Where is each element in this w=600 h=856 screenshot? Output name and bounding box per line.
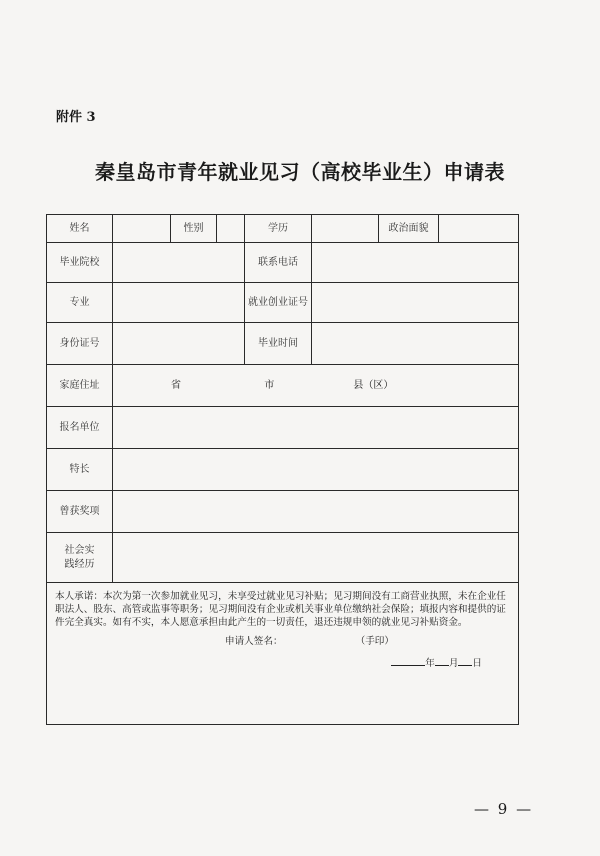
attachment-label: 附件 3 xyxy=(56,110,96,125)
signature-label: 申请人签名： xyxy=(225,635,283,647)
row-address xyxy=(47,365,519,407)
row-specialty xyxy=(47,449,519,491)
handprint-label: （手印） xyxy=(355,635,394,647)
major-label: 专业 xyxy=(47,283,113,323)
month-label: 月 xyxy=(448,657,459,669)
practice-label: 社会实践经历 xyxy=(47,533,113,583)
signature-row xyxy=(55,636,510,649)
row-pledge xyxy=(47,583,519,725)
political-field[interactable] xyxy=(439,215,519,243)
employment-cert-label: 就业创业证号 xyxy=(245,283,312,323)
grad-time-label: 毕业时间 xyxy=(245,323,312,365)
form-title: 秦皇岛市青年就业见习（高校毕业生）申请表 xyxy=(95,160,505,184)
employment-cert-field[interactable] xyxy=(312,283,519,323)
province-label: 省 xyxy=(171,379,181,391)
id-label: 身份证号 xyxy=(47,323,113,365)
practice-field[interactable] xyxy=(113,533,519,583)
phone-label: 联系电话 xyxy=(245,243,312,283)
political-label: 政治面貌 xyxy=(379,215,439,243)
unit-field[interactable] xyxy=(113,407,519,449)
row-awards xyxy=(47,491,519,533)
awards-label: 曾获奖项 xyxy=(47,491,113,533)
date-row[interactable] xyxy=(55,655,510,671)
address-label: 家庭住址 xyxy=(47,365,113,407)
awards-field[interactable] xyxy=(113,491,519,533)
row-major xyxy=(47,283,519,323)
city-label: 市 xyxy=(264,379,275,391)
row-basic-info xyxy=(47,215,519,243)
county-label: 县（区） xyxy=(353,379,394,391)
gender-field[interactable] xyxy=(217,215,245,243)
name-label: 姓名 xyxy=(47,215,113,243)
education-label: 学历 xyxy=(245,215,312,243)
gender-label: 性别 xyxy=(171,215,217,243)
name-field[interactable] xyxy=(113,215,171,243)
unit-label: 报名单位 xyxy=(47,407,113,449)
pledge-text: 本人承诺：本次为第一次参加就业见习，未享受过就业见习补贴；见习期间没有工商营业执照，未在企业任职法人、股东、高管或监事等职务；见习期间没有企业或机关事业单位缴纳社会保险；填报内容和提供的证件完全真实。如有不实，本人愿意承担由此产生的一切责任，退还违规申领的就业见习补贴资金。 xyxy=(55,591,506,628)
year-label: 年 xyxy=(425,657,435,669)
address-field[interactable] xyxy=(113,365,519,407)
major-field[interactable] xyxy=(113,283,245,323)
month-blank[interactable] xyxy=(435,655,449,666)
day-label: 日 xyxy=(472,657,482,669)
row-school xyxy=(47,243,519,283)
day-blank[interactable] xyxy=(458,655,472,666)
education-field[interactable] xyxy=(312,215,379,243)
row-id xyxy=(47,323,519,365)
specialty-label: 特长 xyxy=(47,449,113,491)
page-number: — 9 — xyxy=(474,800,534,818)
specialty-field[interactable] xyxy=(113,449,519,491)
school-field[interactable] xyxy=(113,243,245,283)
application-form xyxy=(46,214,519,725)
grad-time-field[interactable] xyxy=(312,323,519,365)
pledge-cell xyxy=(47,583,519,725)
row-unit xyxy=(47,407,519,449)
school-label: 毕业院校 xyxy=(47,243,113,283)
phone-field[interactable] xyxy=(312,243,519,283)
row-practice xyxy=(47,533,519,583)
year-blank[interactable] xyxy=(391,655,425,666)
id-field[interactable] xyxy=(113,323,245,365)
